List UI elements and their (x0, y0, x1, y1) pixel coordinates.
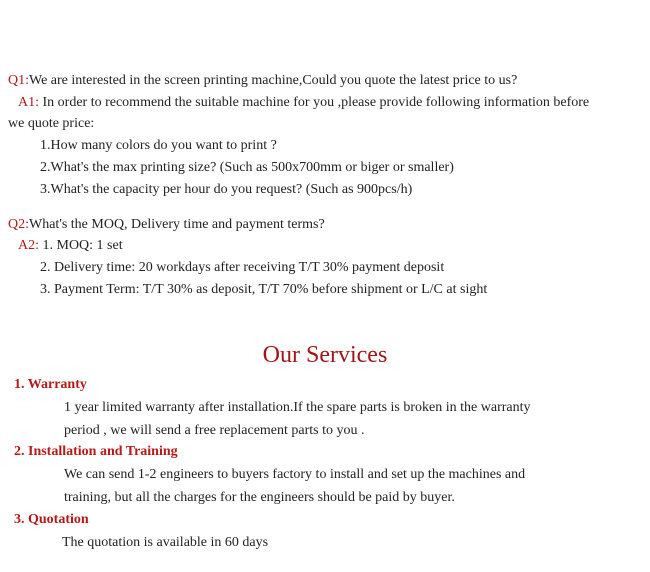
installation-heading: 2. Installation and Training (14, 444, 178, 459)
quotation-heading: 3. Quotation (14, 512, 89, 527)
a1-item-2: 2.What's the max printing size? (Such as 500x700mm or biger or smaller) (40, 160, 454, 175)
services-title: Our Services (262, 342, 388, 368)
a1-item-3: 3.What's the capacity per hour do you request? (Such as 900pcs/h) (40, 182, 413, 197)
q2-label: Q2: (8, 217, 29, 232)
warranty-text-line1: 1 year limited warranty after installation.If the spare parts is broken in the warranty (64, 400, 531, 415)
a2-line (18, 237, 123, 255)
installation-text-line2: training, but all the charges for the engineers should be paid by buyer. (64, 490, 455, 505)
q2-line (8, 216, 325, 234)
a2-item-3: 3. Payment Term: T/T 30% as deposit, T/T 70% before shipment or L/C at sight (40, 282, 488, 297)
warranty-heading: 1. Warranty (14, 377, 87, 392)
a2-text: 1. MOQ: 1 set (39, 238, 123, 253)
a1-label: A1: (18, 95, 39, 110)
installation-text-line1: We can send 1-2 engineers to buyers factory to install and set up the machines and (64, 467, 526, 482)
a2-item-2: 2. Delivery time: 20 workdays after receiving T/T 30% payment deposit (40, 260, 445, 275)
q1-line (8, 72, 517, 90)
q1-text: We are interested in the screen printing machine,Could you quote the latest price to us? (29, 73, 518, 88)
a1-text-continuation: we quote price: (8, 116, 95, 131)
q2-text: What's the MOQ, Delivery time and payment terms? (29, 217, 325, 232)
a2-label: A2: (18, 238, 39, 253)
q1-label: Q1: (8, 73, 29, 88)
a1-line (18, 94, 589, 112)
a1-text: In order to recommend the suitable machine for you ,please provide following information before (39, 95, 590, 110)
a1-item-1: 1.How many colors do you want to print ? (40, 138, 277, 153)
quotation-text: The quotation is available in 60 days (62, 535, 269, 550)
warranty-text-line2: period , we will send a free replacement parts to you . (64, 423, 365, 438)
